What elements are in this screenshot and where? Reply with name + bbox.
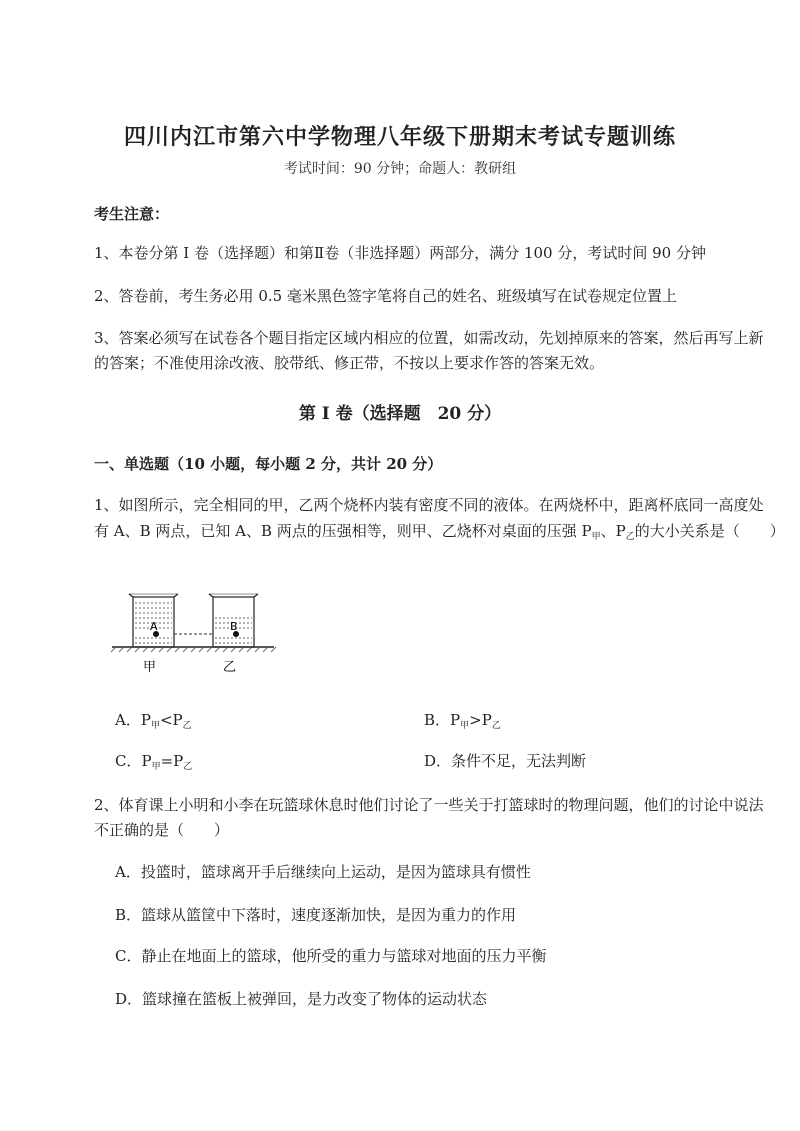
notice-heading: 考生注意：	[94, 205, 170, 223]
question-2-line-1: 2、体育课上小明和小李在玩篮球休息时他们讨论了一些关于打篮球时的物理问题，他们的讨论中说法	[94, 796, 764, 814]
beakers-figure	[110, 585, 280, 680]
q2-option-c[interactable]: C．静止在地面上的篮球，他所受的重力与篮球对地面的压力平衡	[115, 947, 547, 965]
q1-option-b[interactable]: B．$P_甲>P_乙$	[424, 711, 501, 731]
notice-item-3-cont: 的答案；不准使用涂改液、胶带纸、修正带，不按以上要求作答的答案无效。	[94, 354, 605, 372]
question-2-line-2: 不正确的是（ ）	[94, 821, 230, 839]
q1-option-a[interactable]: A．$P_甲<P_乙$	[115, 711, 192, 731]
question-1-line-1: 1、如图所示，完全相同的甲，乙两个烧杯内装有密度不同的液体。在两烧杯中，距离杯底同一高度处	[94, 496, 764, 514]
beaker-jia-label: 甲	[143, 660, 157, 675]
q2-option-b[interactable]: B．篮球从篮筐中下落时，速度逐渐加快，是因为重力的作用	[115, 906, 517, 924]
part-heading: 一、单选题（10 小题，每小题 2 分，共计 20 分）	[94, 455, 443, 473]
q1-option-c[interactable]: C．$P_甲=P_乙$	[115, 752, 193, 772]
point-a-label: A	[150, 620, 158, 633]
beaker-yi-label: 乙	[223, 660, 237, 675]
page-title: 四川内江市第六中学物理八年级下册期末考试专题训练	[123, 124, 676, 150]
section-title: 第 I 卷（选择题 20 分）	[298, 404, 502, 424]
notice-item-2: 2、答卷前，考生务必用 0.5 毫米黑色签字笔将自己的姓名、班级填写在试卷规定位置上	[94, 287, 677, 305]
question-1-line-2: 有 A、B 两点，已知 A、B 两点的压强相等，则甲、乙烧杯对桌面的压强 $P_甲$、$P_乙$的大小关系是（ ）	[94, 522, 785, 542]
q1-option-d[interactable]: D．条件不足，无法判断	[424, 752, 587, 770]
exam-info: 考试时间：90 分钟；命题人：教研组	[283, 161, 517, 177]
point-b-label: B	[230, 620, 238, 633]
q2-option-a[interactable]: A．投篮时，篮球离开手后继续向上运动，是因为篮球具有惯性	[115, 863, 531, 881]
notice-item-1: 1、本卷分第 I 卷（选择题）和第Ⅱ卷（非选择题）两部分，满分 100 分，考试时间 90 分钟	[94, 244, 706, 262]
notice-item-3: 3、答案必须写在试卷各个题目指定区域内相应的位置，如需改动，先划掉原来的答案，然后再写上新	[94, 329, 764, 347]
q2-option-d[interactable]: D．篮球撞在篮板上被弹回，是力改变了物体的运动状态	[115, 990, 488, 1008]
